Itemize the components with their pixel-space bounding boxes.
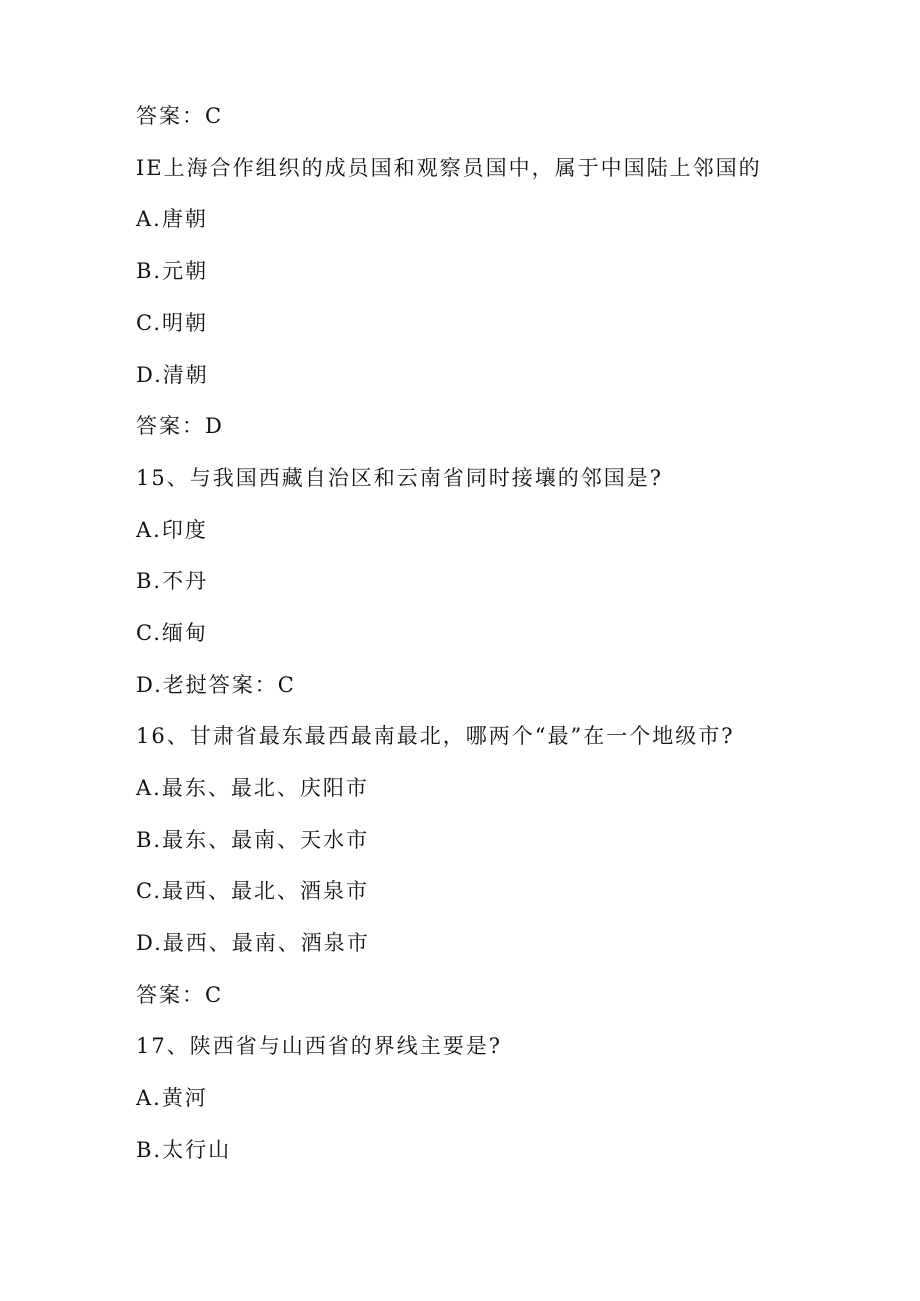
option-a: A.印度 bbox=[136, 518, 208, 542]
question-15-text: 15、与我国西藏自治区和云南省同时接壤的邻国是? bbox=[136, 466, 663, 490]
question-17-text: 17、陕西省与山西省的界线主要是? bbox=[136, 1034, 502, 1058]
option-c: C.明朝 bbox=[136, 311, 208, 335]
option-a: A.唐朝 bbox=[136, 207, 208, 231]
option-b: B.太行山 bbox=[136, 1138, 232, 1162]
option-d: D.清朝 bbox=[136, 363, 209, 387]
option-b: B.最东、最南、天水市 bbox=[136, 828, 370, 852]
option-d-with-answer: D.老挝答案：C bbox=[136, 673, 296, 697]
option-d: D.最西、最南、酒泉市 bbox=[136, 931, 370, 955]
option-a: A.最东、最北、庆阳市 bbox=[136, 776, 369, 800]
answer-line: 答案：C bbox=[136, 983, 224, 1007]
option-b: B.不丹 bbox=[136, 569, 209, 593]
option-c: C.最西、最北、酒泉市 bbox=[136, 879, 369, 903]
answer-line: 答案：D bbox=[136, 414, 224, 438]
option-c: C.缅甸 bbox=[136, 621, 208, 645]
answer-line: 答案：C bbox=[136, 104, 224, 128]
option-b: B.元朝 bbox=[136, 259, 209, 283]
option-a: A.黄河 bbox=[136, 1086, 208, 1110]
question-16-text: 16、甘肃省最东最西最南最北，哪两个“最”在一个地级市? bbox=[136, 724, 735, 748]
question-14-text: IE上海合作组织的成员国和观察员国中，属于中国陆上邻国的 bbox=[136, 156, 762, 180]
